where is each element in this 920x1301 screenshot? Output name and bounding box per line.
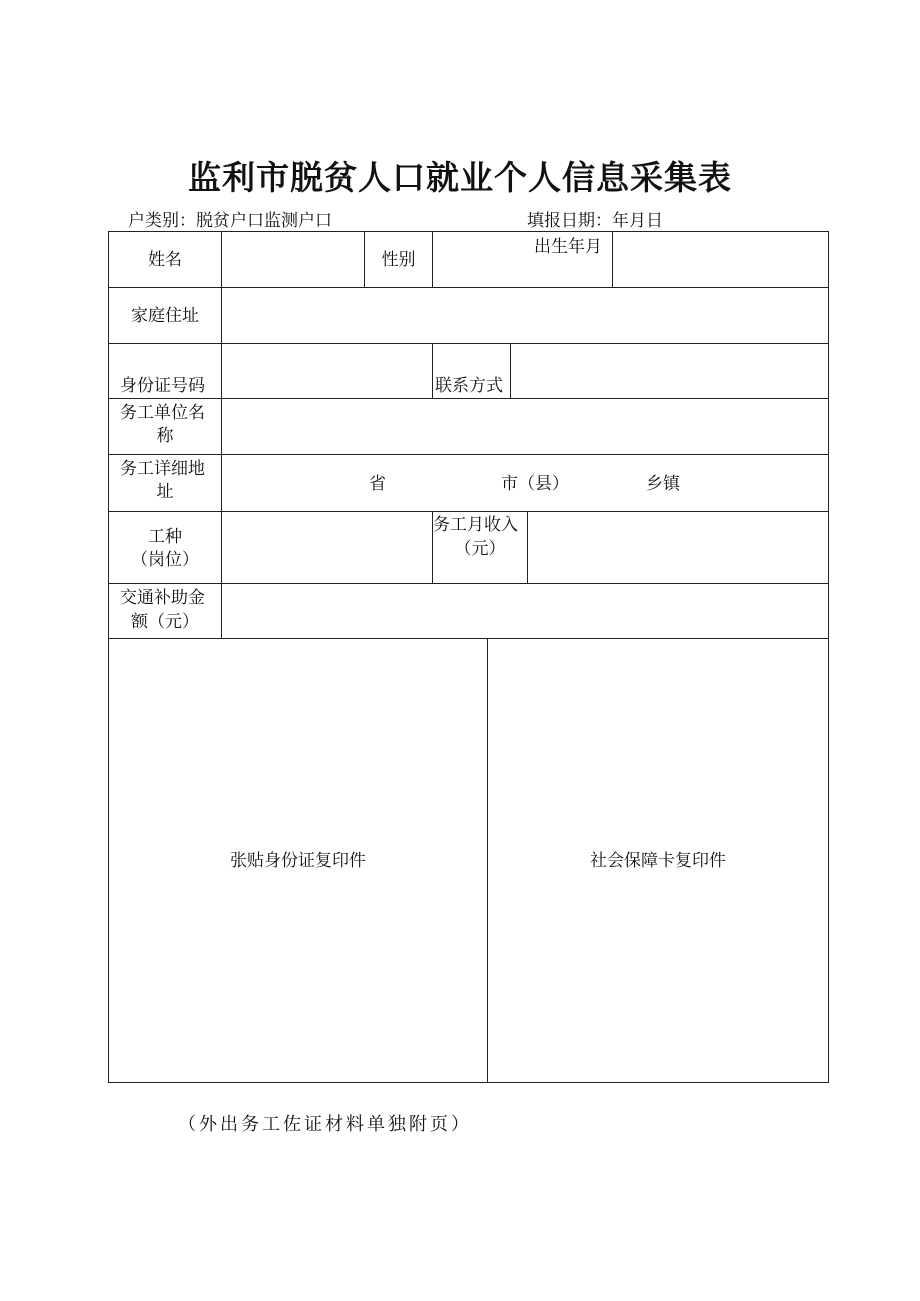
province-label: 省 [369,474,386,494]
footnote: （外出务工佐证材料单独附页） [178,1114,472,1135]
contact-label: 联系方式 [435,376,503,396]
id-copy-label: 张贴身份证复印件 [230,851,366,871]
work-address-label: 务工详细地 [120,459,205,479]
id-label: 身份证号码 [120,376,205,396]
subsidy-field[interactable] [222,584,828,638]
report-date: 填报日期：年月日 [527,211,663,231]
social-security-copy-label: 社会保障卡复印件 [590,851,726,871]
city-label: 市（县） [501,474,569,494]
address-field[interactable] [222,288,828,343]
income-label: 务工月收入 [433,515,518,535]
name-label: 姓名 [148,250,182,270]
household-type: 户类别：脱贫户口监测户口 [128,211,332,231]
employer-field[interactable] [222,399,828,454]
work-address-label-cont: 址 [156,482,174,502]
subsidy-label-cont: 额（元） [131,612,199,632]
address-label: 家庭住址 [131,306,199,326]
town-label: 乡镇 [646,474,680,494]
info-form-table [108,231,829,1083]
contact-field[interactable] [511,344,828,398]
job-label-cont: （岗位） [131,550,199,570]
birth-label: 出生年月 [534,237,602,257]
job-field[interactable] [222,512,432,583]
subsidy-label: 交通补助金 [120,588,205,608]
birth-field[interactable] [613,232,828,287]
page-title: 监利市脱贫人口就业个人信息采集表 [188,158,732,197]
id-field[interactable] [222,344,432,398]
job-label: 工种 [148,527,182,547]
col-divider [432,343,433,398]
income-field[interactable] [528,512,828,583]
name-field[interactable] [222,232,364,287]
gender-label: 性别 [381,250,416,270]
employer-label-cont: 称 [156,426,174,446]
employer-label: 务工单位名 [120,403,205,423]
income-label-cont: （元） [454,539,506,559]
